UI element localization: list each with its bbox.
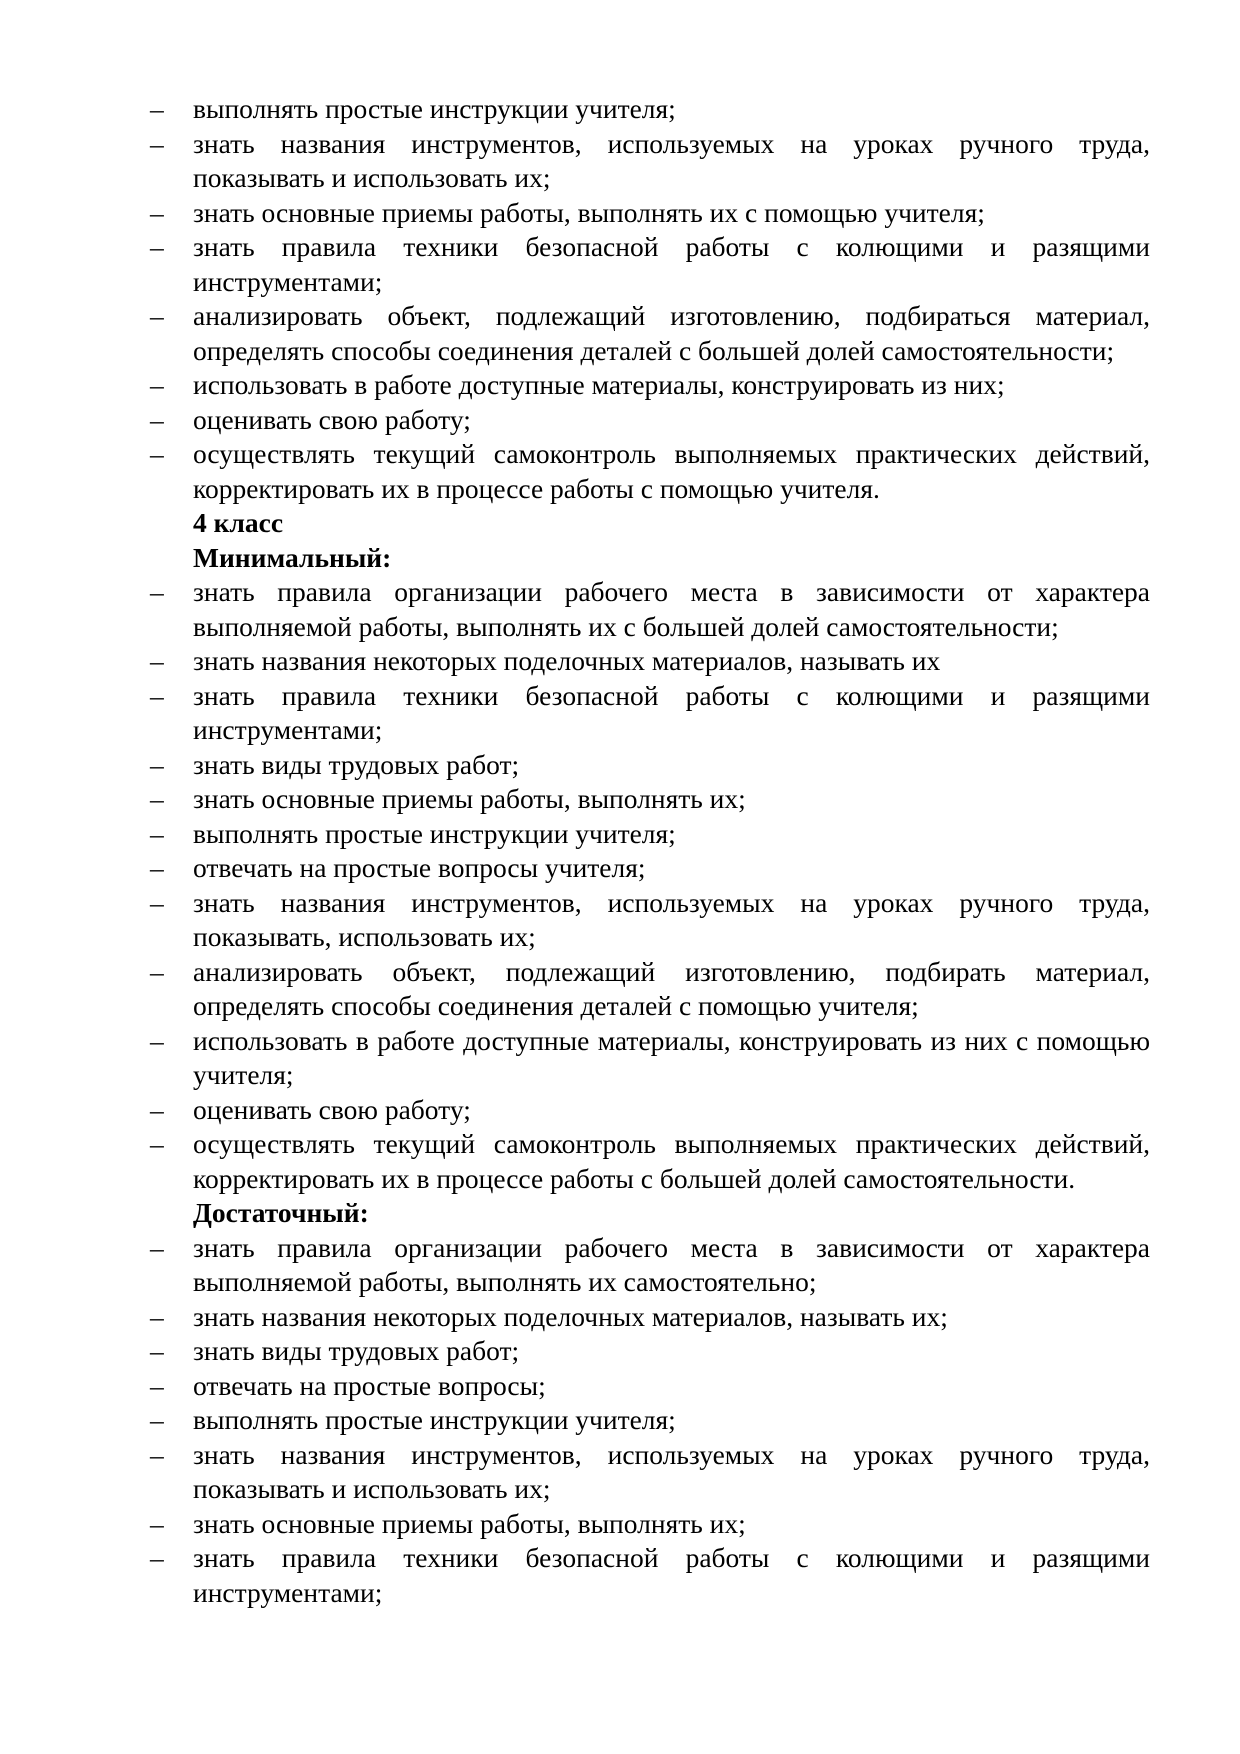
list-item-text: знать названия некоторых поделочных материалов, называть их [193,645,941,676]
list-dash-marker: – [150,1369,164,1401]
list-item [150,1231,1150,1300]
list-item [150,1127,1150,1196]
list-item-text: знать названия инструментов, используемых на уроках ручного труда, показывать и использовать их; [193,1438,1150,1504]
list-item [150,437,1150,506]
list-item-text: знать правила техники безопасной работы с колющими и разящими инструментами; [193,231,1150,297]
list-item-text: знать правила техники безопасной работы с колющими и разящими инструментами; [193,1542,1150,1608]
list-dash-marker: – [150,127,164,159]
list-item [150,1369,1150,1404]
list-item [150,1507,1150,1542]
list-item-text: использовать в работе доступные материалы, конструировать из них; [193,369,1005,400]
list-item-text: анализировать объект, подлежащий изготовлению, подбирать материал, определять способы соединения деталей с помощью учителя; [193,955,1150,1021]
list-dash-marker: – [150,93,164,124]
list-dash-marker: – [150,817,164,849]
list-item-text: знать виды трудовых работ; [193,748,520,780]
list-item-text: знать названия инструментов, используемых на уроках ручного труда, показывать, использовать их; [193,886,1150,952]
list-dash-marker: – [150,955,164,987]
list-dash-marker: – [150,886,164,918]
list-item-text: отвечать на простые вопросы; [193,1369,546,1401]
list-item-text: знать правила организации рабочего места в зависимости от характера выполняемой работы, выполнять их самостоятельно; [193,1231,1150,1297]
list-dash-marker: – [150,748,164,780]
list-dash-marker: – [150,576,164,607]
document-page [150,92,1150,1610]
list-item-text: оценивать свою работу; [193,403,471,435]
list-item-text: осуществлять текущий самоконтроль выполняемых практических действий, корректировать их в процессе работы с помощью учителя. [193,438,1150,504]
list-item-text: выполнять простые инструкции учителя; [193,1404,676,1435]
list-dash-marker: – [150,196,164,228]
list-item-text: знать основные приемы работы, выполнять их с помощью учителя; [193,196,985,228]
section-heading: Достаточный: [193,1197,369,1228]
list-item [150,1093,1150,1128]
list-item [150,1334,1150,1369]
list-item [150,230,1150,299]
list-item [150,1300,1150,1335]
list-item-text: знать основные приемы работы, выполнять их; [193,1507,746,1539]
list-dash-marker: – [150,1300,164,1332]
list-item-text: использовать в работе доступные материалы, конструировать из них с помощью учителя; [193,1024,1150,1090]
list-item [150,1541,1150,1610]
list-item [150,299,1150,368]
list-item-text: знать названия некоторых поделочных материалов, называть их; [193,1300,948,1332]
list-item-text: знать виды трудовых работ; [193,1335,520,1366]
list-item [150,127,1150,196]
list-dash-marker: – [150,679,164,711]
list-item-text: знать названия инструментов, используемых на уроках ручного труда, показывать и использовать их; [193,127,1150,193]
list-dash-marker: – [150,645,164,676]
list-dash-marker: – [150,1128,164,1159]
list-item-text: выполнять простые инструкции учителя; [193,817,676,849]
list-dash-marker: – [150,783,164,814]
section [150,92,1150,506]
list-item [150,403,1150,438]
list-dash-marker: – [150,1024,164,1056]
list-item [150,368,1150,403]
list-item [150,817,1150,852]
list-item [150,92,1150,127]
list-item-text: отвечать на простые вопросы учителя; [193,852,646,883]
list-dash-marker: – [150,300,164,331]
list-dash-marker: – [150,1231,164,1263]
list-item-text: осуществлять текущий самоконтроль выполняемых практических действий, корректировать их в процессе работы с большей долей самостоятельности. [193,1128,1150,1194]
list-item [150,196,1150,231]
list-dash-marker: – [150,403,164,435]
list-item [150,1403,1150,1438]
list-item [150,575,1150,644]
list-item [150,851,1150,886]
list-dash-marker: – [150,1335,164,1366]
list-dash-marker: – [150,1507,164,1539]
list-item-text: анализировать объект, подлежащий изготовлению, подбираться материал, определять способы соединения деталей с большей долей самостоятельности; [193,300,1150,366]
list-item [150,748,1150,783]
list-dash-marker: – [150,852,164,883]
list-item [150,782,1150,817]
list-item-text: выполнять простые инструкции учителя; [193,93,676,124]
list-dash-marker: – [150,1404,164,1435]
list-item [150,1438,1150,1507]
list-item-text: оценивать свою работу; [193,1093,471,1125]
list-item [150,679,1150,748]
list-dash-marker: – [150,1093,164,1125]
list-dash-marker: – [150,1438,164,1470]
list-dash-marker: – [150,231,164,262]
section [150,541,1150,1197]
section-heading: Минимальный: [193,541,392,573]
section-heading: 4 класс [193,507,284,538]
list-item-text: знать правила организации рабочего места в зависимости от характера выполняемой работы, выполнять их с большей долей самостоятельности; [193,576,1150,642]
list-item [150,644,1150,679]
section [150,506,1150,541]
list-dash-marker: – [150,438,164,469]
list-item-text: знать основные приемы работы, выполнять их; [193,783,746,814]
list-dash-marker: – [150,369,164,400]
list-item [150,886,1150,955]
list-item [150,1024,1150,1093]
list-item-text: знать правила техники безопасной работы с колющими и разящими инструментами; [193,679,1150,745]
section [150,1196,1150,1610]
list-item [150,955,1150,1024]
list-dash-marker: – [150,1542,164,1573]
